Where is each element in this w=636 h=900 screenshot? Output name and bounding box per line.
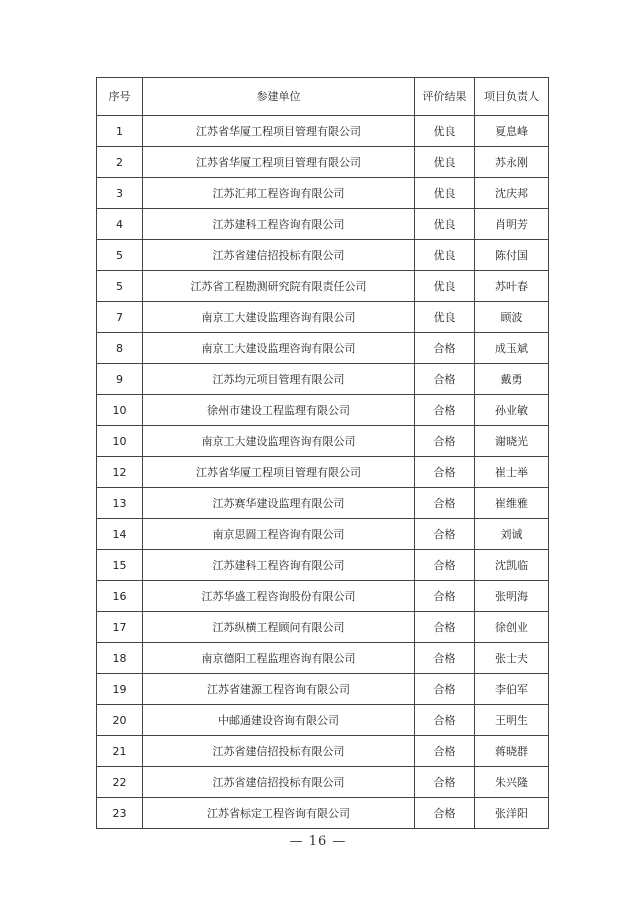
cell-result: 合格 bbox=[415, 550, 475, 581]
cell-result: 合格 bbox=[415, 767, 475, 798]
table-row bbox=[97, 488, 549, 519]
cell-result: 合格 bbox=[415, 705, 475, 736]
cell-leader: 崔维雅 bbox=[475, 488, 549, 519]
cell-leader: 谢晓光 bbox=[475, 426, 549, 457]
cell-index: 23 bbox=[97, 798, 143, 829]
table-row bbox=[97, 767, 549, 798]
header-leader: 项目负责人 bbox=[475, 78, 549, 116]
cell-org: 中邮通建设咨询有限公司 bbox=[143, 705, 415, 736]
cell-index: 15 bbox=[97, 550, 143, 581]
cell-result: 优良 bbox=[415, 116, 475, 147]
cell-leader: 李伯军 bbox=[475, 674, 549, 705]
table-row bbox=[97, 116, 549, 147]
table-body bbox=[97, 116, 549, 829]
table-row bbox=[97, 798, 549, 829]
cell-leader: 戴勇 bbox=[475, 364, 549, 395]
cell-org: 江苏纵横工程顾问有限公司 bbox=[143, 612, 415, 643]
page-number: — 16 — bbox=[289, 834, 347, 849]
table-row bbox=[97, 612, 549, 643]
cell-leader: 朱兴隆 bbox=[475, 767, 549, 798]
cell-org: 江苏均元项目管理有限公司 bbox=[143, 364, 415, 395]
table-row bbox=[97, 240, 549, 271]
cell-org: 江苏省华厦工程项目管理有限公司 bbox=[143, 457, 415, 488]
cell-result: 合格 bbox=[415, 643, 475, 674]
cell-org: 江苏赛华建设监理有限公司 bbox=[143, 488, 415, 519]
table-row bbox=[97, 395, 549, 426]
cell-result: 优良 bbox=[415, 147, 475, 178]
header-index: 序号 bbox=[97, 78, 143, 116]
cell-result: 合格 bbox=[415, 581, 475, 612]
cell-leader: 孙业敏 bbox=[475, 395, 549, 426]
header-result: 评价结果 bbox=[415, 78, 475, 116]
cell-result: 合格 bbox=[415, 364, 475, 395]
cell-leader: 崔士举 bbox=[475, 457, 549, 488]
table-row bbox=[97, 643, 549, 674]
table-header bbox=[97, 78, 549, 116]
cell-result: 合格 bbox=[415, 488, 475, 519]
cell-result: 合格 bbox=[415, 519, 475, 550]
cell-org: 南京工大建设监理咨询有限公司 bbox=[143, 333, 415, 364]
cell-leader: 夏息峰 bbox=[475, 116, 549, 147]
cell-leader: 张洋阳 bbox=[475, 798, 549, 829]
header-org: 参建单位 bbox=[143, 78, 415, 116]
cell-result: 合格 bbox=[415, 333, 475, 364]
cell-index: 10 bbox=[97, 426, 143, 457]
cell-result: 合格 bbox=[415, 674, 475, 705]
table-row bbox=[97, 147, 549, 178]
cell-index: 12 bbox=[97, 457, 143, 488]
cell-result: 合格 bbox=[415, 612, 475, 643]
cell-org: 江苏省建信招投标有限公司 bbox=[143, 767, 415, 798]
cell-org: 江苏建科工程咨询有限公司 bbox=[143, 550, 415, 581]
cell-result: 合格 bbox=[415, 395, 475, 426]
cell-leader: 张明海 bbox=[475, 581, 549, 612]
cell-org: 江苏省标定工程咨询有限公司 bbox=[143, 798, 415, 829]
cell-index: 19 bbox=[97, 674, 143, 705]
cell-result: 优良 bbox=[415, 178, 475, 209]
cell-org: 江苏省建信招投标有限公司 bbox=[143, 736, 415, 767]
cell-index: 1 bbox=[97, 116, 143, 147]
cell-result: 优良 bbox=[415, 240, 475, 271]
cell-index: 20 bbox=[97, 705, 143, 736]
table-row bbox=[97, 581, 549, 612]
cell-leader: 徐创业 bbox=[475, 612, 549, 643]
table-row bbox=[97, 333, 549, 364]
cell-org: 江苏省建信招投标有限公司 bbox=[143, 240, 415, 271]
table-row bbox=[97, 178, 549, 209]
cell-org: 南京工大建设监理咨询有限公司 bbox=[143, 426, 415, 457]
cell-leader: 苏永刚 bbox=[475, 147, 549, 178]
cell-index: 9 bbox=[97, 364, 143, 395]
cell-org: 徐州市建设工程监理有限公司 bbox=[143, 395, 415, 426]
cell-index: 10 bbox=[97, 395, 143, 426]
table-row bbox=[97, 519, 549, 550]
cell-org: 江苏省工程勘测研究院有限责任公司 bbox=[143, 271, 415, 302]
cell-org: 江苏省华厦工程项目管理有限公司 bbox=[143, 116, 415, 147]
cell-leader: 沈庆邦 bbox=[475, 178, 549, 209]
cell-result: 优良 bbox=[415, 271, 475, 302]
cell-index: 4 bbox=[97, 209, 143, 240]
cell-org: 南京德阳工程监理咨询有限公司 bbox=[143, 643, 415, 674]
cell-result: 合格 bbox=[415, 798, 475, 829]
cell-index: 13 bbox=[97, 488, 143, 519]
cell-index: 14 bbox=[97, 519, 143, 550]
cell-leader: 肖明芳 bbox=[475, 209, 549, 240]
table-row bbox=[97, 364, 549, 395]
cell-index: 5 bbox=[97, 271, 143, 302]
table-row bbox=[97, 426, 549, 457]
table-row bbox=[97, 705, 549, 736]
cell-leader: 成玉斌 bbox=[475, 333, 549, 364]
cell-leader: 张士夫 bbox=[475, 643, 549, 674]
cell-org: 江苏汇邦工程咨询有限公司 bbox=[143, 178, 415, 209]
cell-result: 优良 bbox=[415, 209, 475, 240]
cell-leader: 顾波 bbox=[475, 302, 549, 333]
cell-org: 江苏省建源工程咨询有限公司 bbox=[143, 674, 415, 705]
cell-leader: 沈凯临 bbox=[475, 550, 549, 581]
cell-index: 18 bbox=[97, 643, 143, 674]
table-row bbox=[97, 674, 549, 705]
cell-org: 江苏华盛工程咨询股份有限公司 bbox=[143, 581, 415, 612]
cell-index: 2 bbox=[97, 147, 143, 178]
cell-org: 南京思圆工程咨询有限公司 bbox=[143, 519, 415, 550]
cell-index: 5 bbox=[97, 240, 143, 271]
table-row bbox=[97, 457, 549, 488]
table-row bbox=[97, 209, 549, 240]
cell-leader: 陈付国 bbox=[475, 240, 549, 271]
cell-index: 21 bbox=[97, 736, 143, 767]
cell-index: 22 bbox=[97, 767, 143, 798]
cell-index: 17 bbox=[97, 612, 143, 643]
cell-result: 合格 bbox=[415, 426, 475, 457]
cell-result: 合格 bbox=[415, 457, 475, 488]
table-row bbox=[97, 736, 549, 767]
cell-index: 7 bbox=[97, 302, 143, 333]
cell-leader: 苏叶春 bbox=[475, 271, 549, 302]
cell-org: 江苏省华厦工程项目管理有限公司 bbox=[143, 147, 415, 178]
cell-index: 16 bbox=[97, 581, 143, 612]
cell-index: 3 bbox=[97, 178, 143, 209]
cell-result: 优良 bbox=[415, 302, 475, 333]
cell-leader: 刘诚 bbox=[475, 519, 549, 550]
cell-result: 合格 bbox=[415, 736, 475, 767]
cell-leader: 王明生 bbox=[475, 705, 549, 736]
table-row bbox=[97, 271, 549, 302]
cell-leader: 蒋晓群 bbox=[475, 736, 549, 767]
cell-index: 8 bbox=[97, 333, 143, 364]
header-row bbox=[97, 78, 549, 116]
table-row bbox=[97, 550, 549, 581]
cell-org: 江苏建科工程咨询有限公司 bbox=[143, 209, 415, 240]
cell-org: 南京工大建设监理咨询有限公司 bbox=[143, 302, 415, 333]
evaluation-table bbox=[96, 77, 549, 829]
table-row bbox=[97, 302, 549, 333]
